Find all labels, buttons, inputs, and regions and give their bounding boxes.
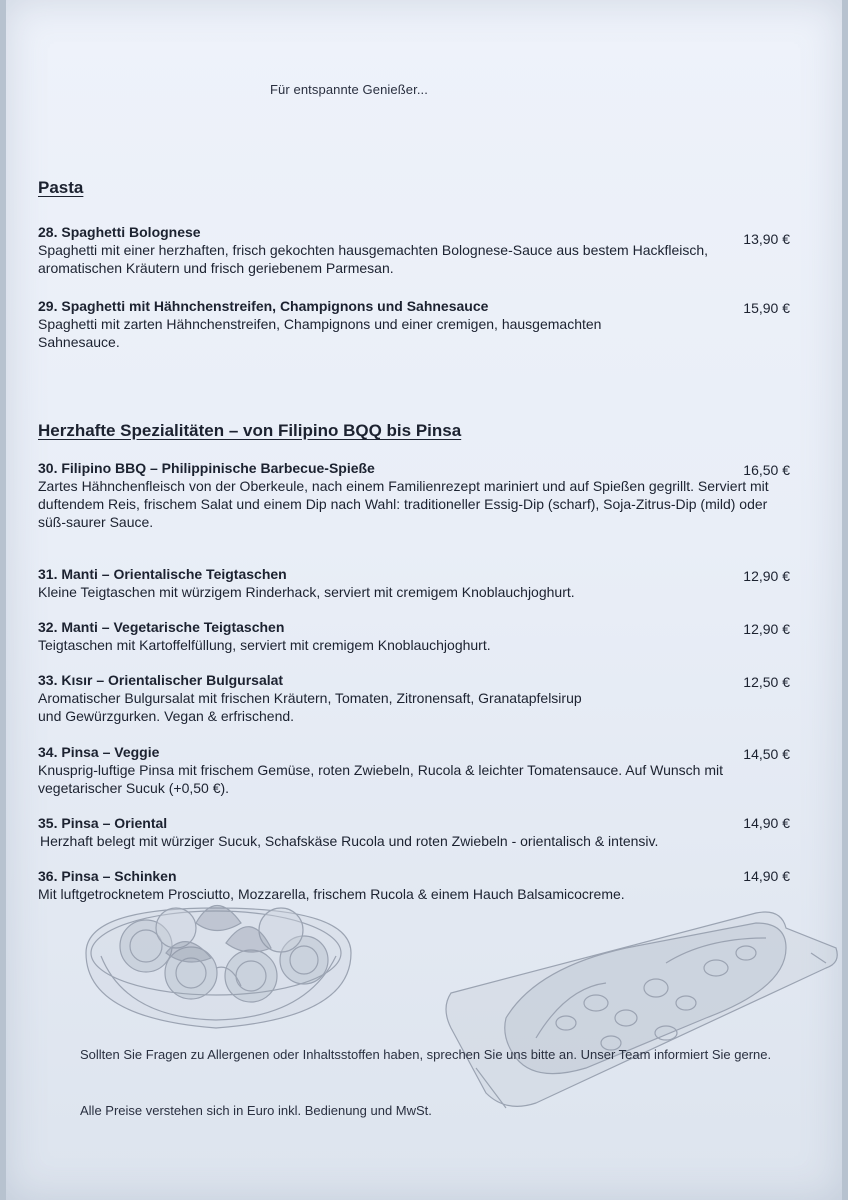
item-name: 34. Pinsa – Veggie [38, 744, 160, 760]
item-price: 13,90 € [743, 231, 790, 247]
item-price: 12,90 € [743, 621, 790, 637]
section-title-specialties: Herzhafte Spezialitäten – von Filipino BQQ bis Pinsa [38, 421, 462, 440]
menu-subtitle: Für entspannte Genießer... [270, 82, 428, 97]
item-description: Mit luftgetrocknetem Prosciutto, Mozzarella, frischem Rucola & einem Hauch Balsamicocreme. [38, 886, 625, 902]
allergen-note: Sollten Sie Fragen zu Allergenen oder Inhaltsstoffen haben, sprechen Sie uns bitte an. Unser Team informiert Sie gerne. [80, 1047, 772, 1062]
menu-item-29 [38, 297, 790, 351]
menu-item-33 [38, 671, 790, 725]
caprese-salad-sketch-icon [86, 906, 351, 1029]
section-title-pasta: Pasta [38, 178, 84, 197]
menu-item-31 [38, 565, 790, 601]
item-name: 32. Manti – Vegetarische Teigtaschen [38, 619, 285, 635]
item-name: 33. Kısır – Orientalischer Bulgursalat [38, 672, 284, 688]
item-price: 14,90 € [743, 815, 790, 831]
item-description: Knusprig-luftige Pinsa mit frischem Gemüse, roten Zwiebeln, Rucola & leichter Tomatensauce. Auf Wunsch mit vegetarischer Sucuk (+0,50 €). [38, 762, 724, 796]
item-description: Herzhaft belegt mit würziger Sucuk, Schafskäse Rucola und roten Zwiebeln - orientalisch & intensiv. [40, 833, 659, 849]
item-price: 16,50 € [743, 462, 790, 478]
item-name: 35. Pinsa – Oriental [38, 815, 168, 831]
item-name: 28. Spaghetti Bolognese [38, 224, 201, 240]
item-price: 12,90 € [743, 568, 790, 584]
item-name: 30. Filipino BBQ – Philippinische Barbecue-Spieße [38, 460, 375, 476]
menu-item-32 [38, 618, 790, 654]
item-price: 12,50 € [743, 674, 790, 690]
price-note: Alle Preise verstehen sich in Euro inkl. Bedienung und MwSt. [80, 1103, 432, 1118]
item-description: Zartes Hähnchenfleisch von der Oberkeule, nach einem Familienrezept mariniert und auf Spießen gegrillt. Serviert mit duftendem Reis, frischem Salat und einem Dip nach Wahl: traditioneller Essig-Dip (scharf), Soja-Zitrus-Dip (mild) oder süß-saurer Sauce. [38, 478, 769, 530]
item-name: 31. Manti – Orientalische Teigtaschen [38, 566, 287, 582]
item-price: 14,90 € [743, 868, 790, 884]
menu-item-30 [38, 459, 790, 531]
item-description: Spaghetti mit zarten Hähnchenstreifen, Champignons und einer cremigen, hausgemachten Sahnesauce. [38, 316, 602, 350]
pinsa-board-sketch-icon [446, 912, 837, 1108]
item-description: Teigtaschen mit Kartoffelfüllung, serviert mit cremigem Knoblauchjoghurt. [38, 637, 491, 653]
item-description: Kleine Teigtaschen mit würzigem Rinderhack, serviert mit cremigem Knoblauchjoghurt. [38, 584, 575, 600]
item-name: 36. Pinsa – Schinken [38, 868, 177, 884]
item-price: 14,50 € [743, 746, 790, 762]
menu-item-34 [38, 743, 790, 797]
item-name: 29. Spaghetti mit Hähnchenstreifen, Champignons und Sahnesauce [38, 298, 489, 314]
item-description: Aromatischer Bulgursalat mit frischen Kräutern, Tomaten, Zitronensaft, Granatapfelsirup und Gewürzgurken. Vegan & erfrischend. [38, 690, 582, 724]
item-price: 15,90 € [743, 300, 790, 316]
menu-page [6, 0, 842, 1200]
food-sketch-illustration [66, 868, 848, 1168]
menu-item-28 [38, 223, 790, 277]
menu-item-35 [38, 814, 790, 850]
item-description: Spaghetti mit einer herzhaften, frisch gekochten hausgemachten Bolognese-Sauce aus bestem Hackfleisch, aromatischen Kräutern und frisch geriebenem Parmesan. [38, 242, 709, 276]
